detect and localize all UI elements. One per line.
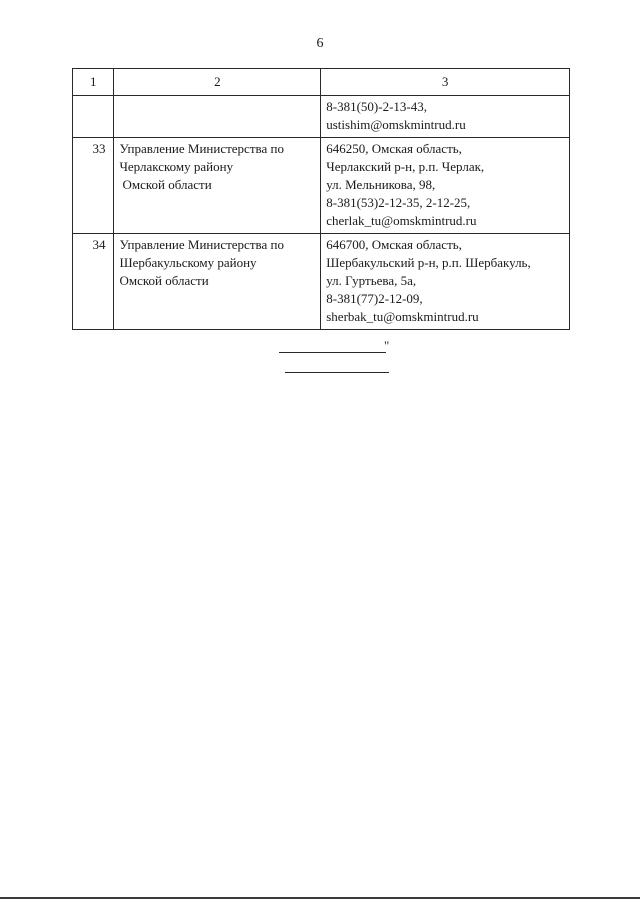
header-col-3: 3: [321, 69, 570, 96]
table-row: [73, 234, 570, 330]
row-number: [73, 96, 114, 138]
header-col-2: 2: [114, 69, 321, 96]
contact-line: 8-381(53)2-12-35, 2-12-25,: [326, 195, 471, 210]
contact-line: 646700, Омская область,: [326, 237, 462, 252]
contact-line: ул. Мельникова, 98,: [326, 177, 436, 192]
contact-line: 8-381(50)-2-13-43,: [326, 99, 427, 114]
end-rule: [285, 372, 389, 373]
table-header-row: [73, 69, 570, 96]
contact-line: ustishim@omskmintrud.ru: [326, 117, 466, 132]
contact-line: 646250, Омская область,: [326, 141, 462, 156]
closing-quote: ": [384, 338, 390, 353]
table-row-continuation: [73, 96, 570, 138]
contact-line: sherbak_tu@omskmintrud.ru: [326, 309, 479, 324]
organization-line: Управление Министерства по: [119, 237, 284, 252]
row-number: 34: [73, 234, 114, 330]
contact-cell: [321, 234, 570, 330]
organization-line: Шербакульскому району: [119, 255, 257, 270]
contact-line: cherlak_tu@omskmintrud.ru: [326, 213, 477, 228]
organization-line: Управление Министерства по: [119, 141, 284, 156]
header-col-1: 1: [73, 69, 114, 96]
contact-cell: [321, 138, 570, 234]
page-number: 6: [316, 36, 324, 51]
contacts-table: [72, 68, 570, 330]
end-rule: [279, 352, 386, 353]
contact-line: ул. Гуртьева, 5а,: [326, 273, 417, 288]
organization-line: Омской области: [119, 273, 209, 288]
contact-line: 8-381(77)2-12-09,: [326, 291, 423, 306]
contact-cell: [321, 96, 570, 138]
organization-cell: [114, 96, 321, 138]
scan-edge-line: [0, 897, 640, 899]
table-row: [73, 138, 570, 234]
organization-line: Омской области: [122, 177, 212, 192]
contact-line: Шербакульский р-н, р.п. Шербакуль,: [326, 255, 531, 270]
organization-line: Черлакскому району: [119, 159, 234, 174]
organization-cell: [114, 138, 321, 234]
contact-line: Черлакский р-н, р.п. Черлак,: [326, 159, 485, 174]
row-number: 33: [73, 138, 114, 234]
organization-cell: [114, 234, 321, 330]
